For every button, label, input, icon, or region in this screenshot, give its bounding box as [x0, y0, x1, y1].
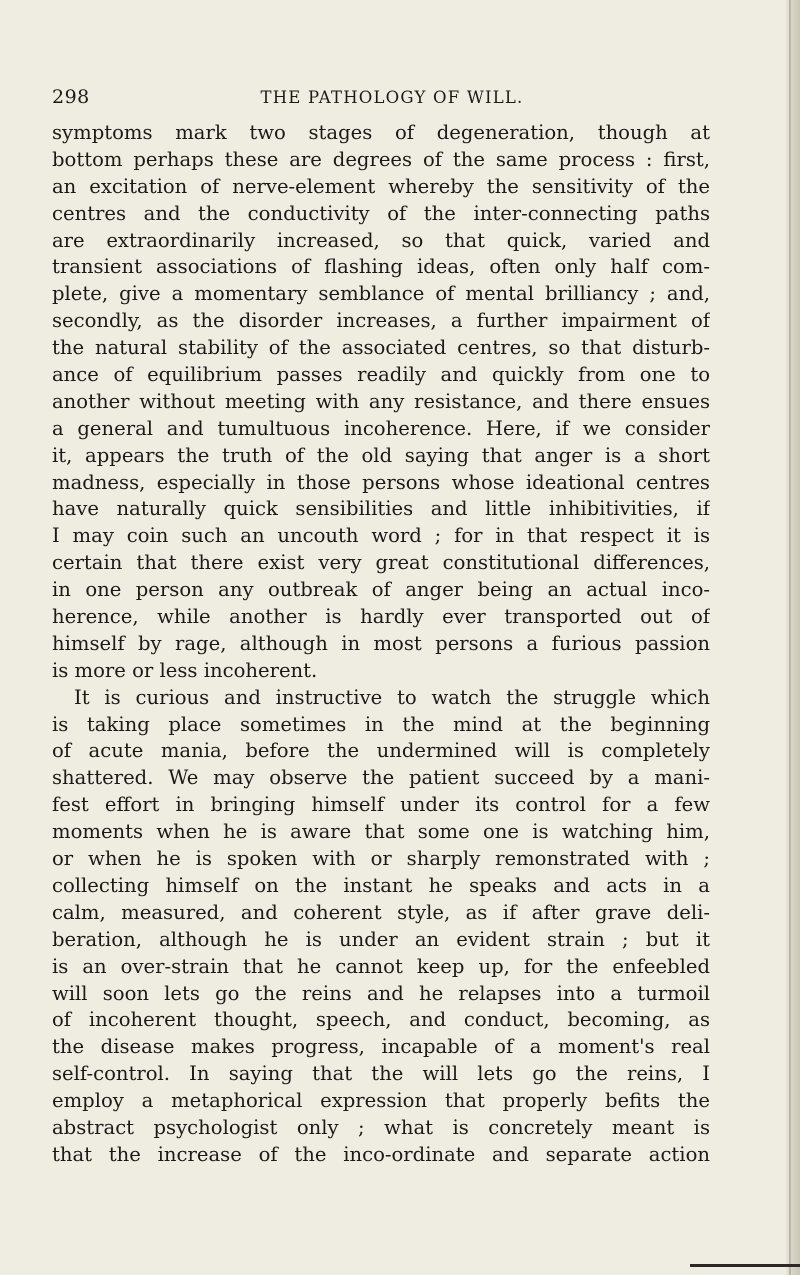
text-line: are extraordinarily increased, so that quick, varied and: [52, 228, 710, 252]
text-line: It is curious and instructive to watch the struggle which: [74, 685, 710, 709]
text-line: is an over-strain that he cannot keep up, for the enfeebled: [52, 954, 710, 978]
text-line: in one person any outbreak of anger being an actual inco-: [52, 578, 710, 602]
text-line: will soon lets go the reins and he relapses into a turmoil: [52, 981, 710, 1005]
text-line: that the increase of the inco-ordinate and separate action: [52, 1142, 710, 1166]
bottom-edge-mark: [690, 1264, 800, 1267]
page-edge-shadow: [789, 0, 791, 1275]
text-line: himself by rage, although in most persons a furious passion: [52, 631, 710, 655]
text-line: centres and the conductivity of the inter-connecting paths: [52, 201, 710, 225]
text-line: an excitation of nerve-element whereby the sensitivity of the: [52, 174, 710, 198]
text-line: madness, especially in those persons whose ideational centres: [52, 470, 710, 494]
text-line: collecting himself on the instant he speaks and acts in a: [52, 873, 710, 897]
text-line: bottom perhaps these are degrees of the same process : first,: [52, 147, 710, 171]
text-line: or when he is spoken with or sharply remonstrated with ;: [52, 847, 710, 871]
text-line: employ a metaphorical expression that properly befits the: [52, 1089, 710, 1113]
text-line: ance of equilibrium passes readily and quickly from one to: [52, 363, 710, 387]
text-line: have naturally quick sensibilities and little inhibitivities, if: [52, 497, 710, 521]
text-line: moments when he is aware that some one is watching him,: [52, 820, 710, 844]
text-line: a general and tumultuous incoherence. Here, if we consider: [52, 416, 710, 440]
page-header: [52, 86, 712, 110]
text-line: I may coin such an uncouth word ; for in that respect it is: [52, 524, 710, 548]
text-line: abstract psychologist only ; what is concretely meant is: [52, 1115, 710, 1139]
text-line: is taking place sometimes in the mind at the beginning: [52, 712, 710, 736]
text-line: the disease makes progress, incapable of a moment's real: [52, 1035, 710, 1059]
running-head: THE PATHOLOGY OF WILL.: [260, 88, 524, 107]
text-line: plete, give a momentary semblance of mental brilliancy ; and,: [52, 282, 710, 306]
text-line: shattered. We may observe the patient succeed by a mani-: [52, 766, 710, 790]
text-line: symptoms mark two stages of degeneration, though at: [52, 121, 710, 144]
text-line: of incoherent thought, speech, and conduct, becoming, as: [52, 1008, 710, 1032]
text-line: beration, although he is under an evident strain ; but it: [52, 927, 710, 951]
text-line: herence, while another is hardly ever transported out of: [52, 605, 710, 629]
text-line: is more or less incoherent.: [52, 658, 318, 682]
text-line: another without meeting with any resistance, and there ensues: [52, 389, 710, 413]
text-line: certain that there exist very great constitutional differences,: [52, 551, 710, 575]
body-text: [52, 120, 710, 1169]
text-line: fest effort in bringing himself under its control for a few: [52, 793, 710, 817]
text-line: calm, measured, and coherent style, as if after grave deli-: [52, 900, 710, 924]
text-line: secondly, as the disorder increases, a further impairment of: [52, 309, 710, 333]
text-line: the natural stability of the associated centres, so that disturb-: [52, 336, 710, 360]
text-line: transient associations of flashing ideas, often only half com-: [52, 255, 710, 279]
text-line: it, appears the truth of the old saying that anger is a short: [52, 443, 710, 467]
text-line: of acute mania, before the undermined will is completely: [52, 739, 710, 763]
text-line: self-control. In saying that the will lets go the reins, I: [52, 1062, 710, 1086]
page-number: 298: [52, 86, 90, 108]
